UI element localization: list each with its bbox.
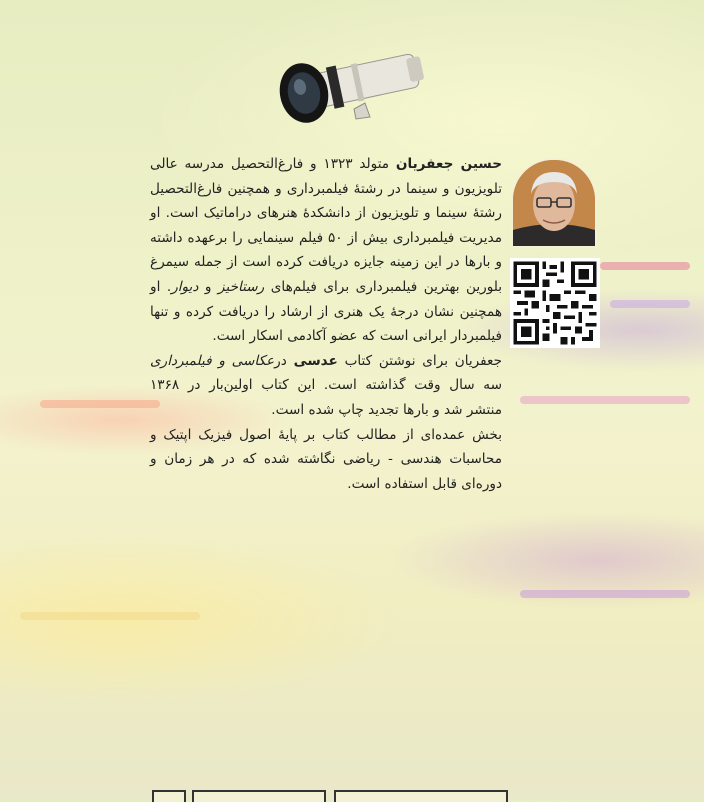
author-photo bbox=[513, 160, 595, 246]
book-title: عدسی bbox=[293, 352, 338, 369]
book-text: جعفریان برای نوشتن کتاب bbox=[344, 352, 502, 369]
bio-text-end: . او همچنین نشان درجهٔ یک هنری از ارشاد را دریافت کرده و تنها فیلمبردار ایرانی است که عضو آکادمی اسکار است. bbox=[150, 278, 502, 345]
book-paragraph bbox=[150, 349, 502, 423]
film-title-2: دیوار bbox=[171, 278, 199, 295]
book-text-end: سه سال وقت گذاشته است. این کتاب اولین‌بار در ۱۳۶۸ منتشر شد و بارها تجدید چاپ شده است. bbox=[150, 377, 502, 418]
bio-text: متولد ۱۳۲۳ و فارغ‌التحصیل مدرسه عالی تلویزیون و سینما در رشتهٔ فیلمبرداری و همچنین فارغ‌التحصیل رشتهٔ سینما و تلویزیون از دانشکدهٔ هنرهای دراماتیک است. او مدیریت فیلمبرداری بیش از ۵۰ فیلم سینمایی را برعهده داشته و بارها در این زمینه جایزه دریافت کرده است از جمله سیمرغ بلورین بهترین فیلمبرداری برای فیلم‌های bbox=[150, 156, 503, 295]
back-cover-text bbox=[150, 152, 502, 496]
background-streak bbox=[600, 262, 690, 270]
author-name: حسین جعفریان bbox=[395, 156, 503, 172]
telephoto-lens-icon bbox=[270, 45, 430, 130]
bottom-box bbox=[152, 790, 186, 802]
author-bio-paragraph bbox=[150, 152, 502, 349]
background-streak bbox=[40, 400, 160, 408]
background-streak bbox=[610, 300, 690, 308]
background-streak bbox=[20, 612, 200, 620]
bottom-box bbox=[192, 790, 326, 802]
conjunction: و bbox=[204, 278, 212, 295]
bottom-box bbox=[334, 790, 508, 802]
background-streak bbox=[520, 590, 690, 598]
book-subject: عکاسی و فیلمبرداری bbox=[150, 352, 275, 369]
qr-code[interactable] bbox=[510, 258, 600, 348]
film-title-1: رستاخیز bbox=[218, 278, 265, 295]
book-text-in: در bbox=[274, 352, 287, 369]
background-streak bbox=[520, 396, 690, 404]
content-paragraph: بخش عمده‌ای از مطالب کتاب بر پایهٔ اصول فیزیک اپتیک و محاسبات هندسی - ریاضی نگاشته شده که در هر زمان و دوره‌ای قابل استفاده است. bbox=[150, 426, 502, 492]
